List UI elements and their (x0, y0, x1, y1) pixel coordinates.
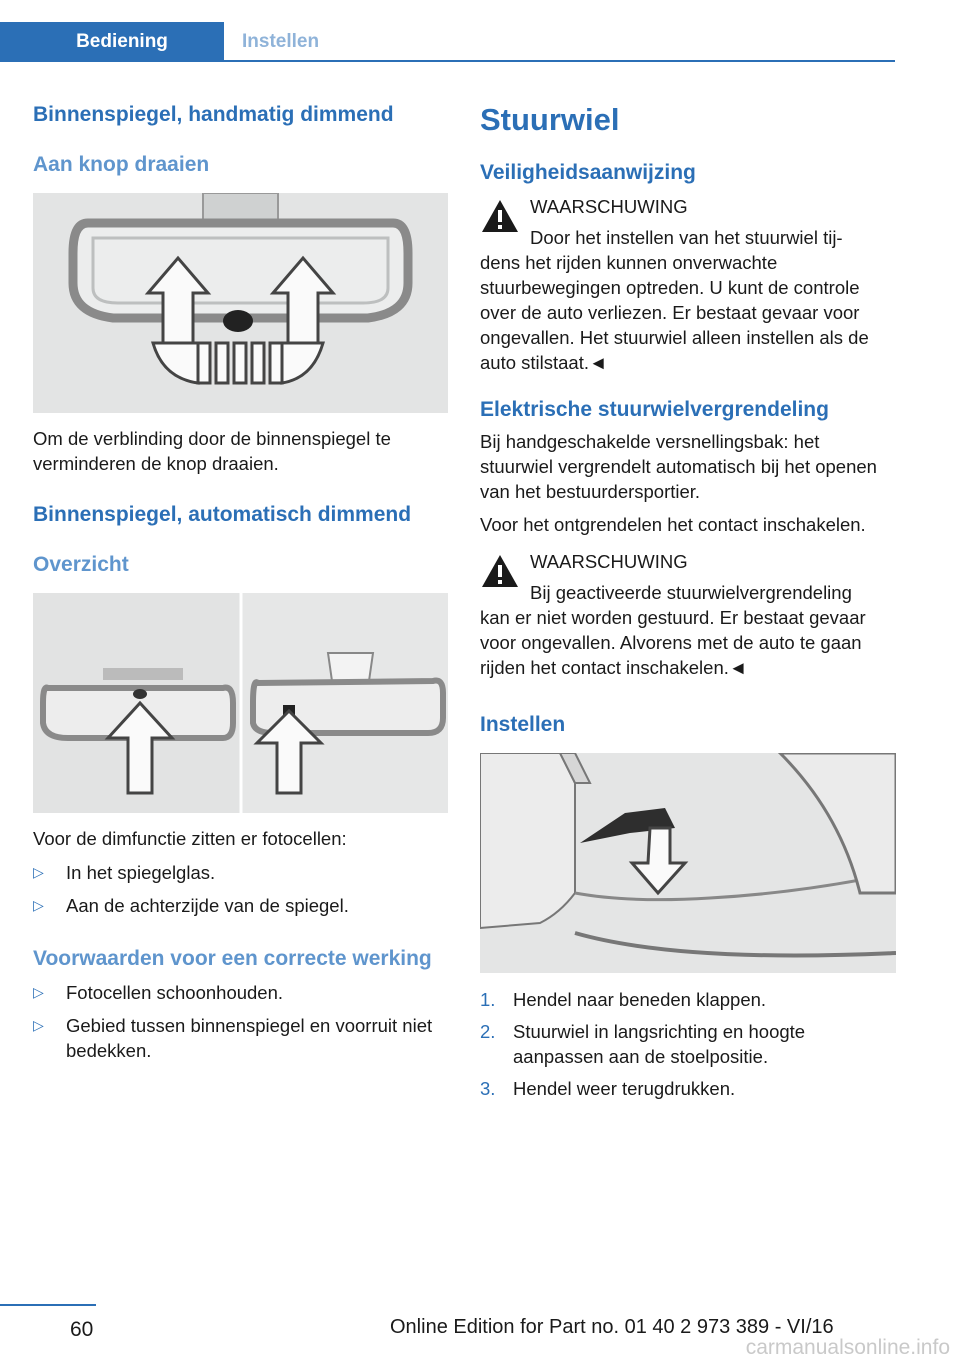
list-item: 3. Hendel weer terugdrukken. (480, 1078, 736, 1099)
warning-block-2 (480, 549, 896, 680)
warning-first-line: Door het instellen van het stuurwiel tij- (530, 227, 843, 248)
warning-triangle-icon (480, 553, 520, 589)
right-column (480, 100, 896, 1108)
warning-block-1 (480, 194, 896, 375)
mirror-knob-illustration (33, 193, 448, 413)
bullet-triangle-icon: ▷ (33, 864, 44, 880)
watermark: carmanualsonline.info (745, 1336, 950, 1359)
conditions-list (33, 980, 448, 1063)
heading-conditions: Voorwaarden voor een correcte werking (33, 947, 432, 970)
list-item: ▷ Aan de achterzijde van de spiegel. (33, 895, 349, 916)
heading-safety: Veiligheidsaanwijzing (480, 161, 696, 184)
left-column (33, 100, 448, 1071)
adjust-steps (480, 987, 896, 1101)
page-header (0, 22, 895, 62)
steering-lever-illustration (480, 753, 896, 973)
warning-title: WAARSCHUWING (530, 551, 688, 572)
heading-adjust: Instellen (480, 713, 566, 736)
warning-text: dens het rijden kunnen onverwachte stuurbewegingen optreden. U kunt de controle over de auto verliezen. Er bestaat gevaar voor ongevallen. Het stuurwiel alleen instellen als de auto stilstaat.◄ (480, 252, 869, 373)
heading-steering-lock: Elektrische stuurwielvergrendeling (480, 398, 829, 421)
heading-auto-dimming: Binnenspiegel, automatisch dimmend (33, 503, 412, 526)
tab-bediening[interactable]: Bediening (0, 22, 224, 62)
heading-manual-dimming: Binnenspiegel, handmatig dimmend (33, 103, 394, 126)
list-item: 1. Hendel naar beneden klappen. (480, 989, 767, 1010)
steering-lock-text: Bij handgeschakelde versnellingsbak: het stuurwiel vergrendelt automatisch bij het openen van het bestuurdersportier. (480, 431, 877, 502)
knob-description: Om de verblinding door de binnenspiegel te verminderen de knop draaien. (33, 428, 391, 474)
list-item: ▷ Gebied tussen binnenspiegel en voorruit niet bedekken. (33, 1015, 433, 1061)
warning-first-line: Bij geactiveerde stuurwielvergrendeling (530, 582, 852, 603)
bullet-triangle-icon: ▷ (33, 984, 44, 1000)
bullet-triangle-icon: ▷ (33, 1017, 44, 1033)
footer-rule (0, 1304, 96, 1306)
warning-title: WAARSCHUWING (530, 196, 688, 217)
photocell-list (33, 860, 448, 918)
list-item: 2. Stuurwiel in langsrichting en hoogte aanpassen aan de stoelpositie. (480, 1021, 806, 1067)
bullet-triangle-icon: ▷ (33, 897, 44, 913)
list-item: ▷ In het spiegelglas. (33, 862, 216, 883)
warning-text: kan er niet worden gestuurd. Er bestaat gevaar voor ongevallen. Alvorens met de auto te gaan rijden het contact inschakelen.◄ (480, 607, 866, 678)
tab-instellen[interactable]: Instellen (242, 31, 320, 52)
heading-overview: Overzicht (33, 553, 129, 576)
warning-triangle-icon (480, 198, 520, 234)
mirror-photocell-illustration (33, 593, 448, 813)
photocell-intro: Voor de dimfunctie zitten er fotocellen: (33, 828, 347, 849)
list-item: ▷ Fotocellen schoonhouden. (33, 982, 284, 1003)
page-number: 60 (70, 1318, 94, 1341)
heading-turn-knob: Aan knop draaien (33, 153, 210, 176)
heading-steering-wheel: Stuurwiel (480, 102, 620, 137)
steering-unlock-text: Voor het ontgrendelen het contact inschakelen. (480, 514, 866, 535)
edition-text: Online Edition for Part no. 01 40 2 973 389 - VI/16 (390, 1316, 834, 1338)
